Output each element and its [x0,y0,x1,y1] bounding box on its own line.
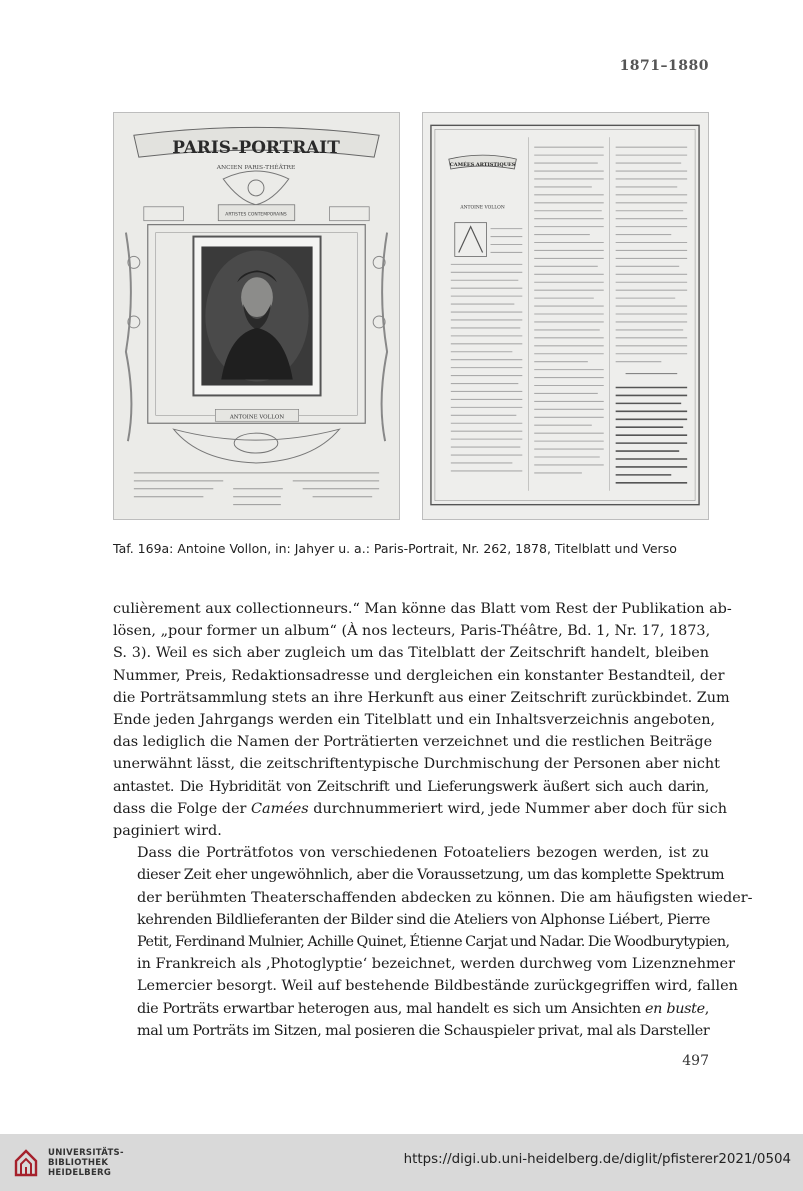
text-line: Dass die Porträtfotos von verschiedenen Fotoateliers bezogen werden, ist zu [137,845,709,862]
text-line: Petit, Ferdinand Mulnier, Achille Quinet, Étienne Carjat und Nadar. Die Woodburytypien, [137,934,730,951]
library-name-line: UNIVERSITÄTS- [48,1148,124,1158]
text-line: S. 3). Weil es sich aber zugleich um das Titelblatt der Zeitschrift handelt, bleiben [113,645,709,662]
text-line [113,998,709,1020]
text-run: , [704,1000,709,1017]
text-line: unerwähnt lässt, die zeitschriftentypische Durchmischung der Personen aber nicht [113,756,720,773]
text-line: dieser Zeit eher ungewöhnlich, aber die Voraussetzung, um das komplette Spektrum [137,867,725,884]
page-number: 497 [682,1053,709,1069]
verso-banner: CAMÉES ARTISTIQUES [449,162,516,169]
text-line: lösen, „pour former un album“ (À nos lecteurs, Paris-Théâtre, Bd. 1, Nr. 17, 1873, [113,623,711,640]
library-name-line: BIBLIOTHEK [48,1158,109,1168]
text-line: das lediglich die Namen der Porträtierten verzeichnet und die restlichen Beiträge [113,734,713,751]
plate-verso [422,112,709,520]
italic-term: Camées [251,800,309,817]
masthead-text: PARIS-PORTRAIT [172,137,340,158]
running-head: 1871–1880 [619,58,709,74]
text-run: durchnummeriert wird, jede Nummer aber doch für sich [308,800,727,817]
text-line: culièrement aux collectionneurs.“ Man könne das Blatt vom Rest der Publikation ab- [113,601,732,617]
text-line: paginiert wird. [113,823,222,840]
paragraph-1 [113,598,732,842]
text-line: Nummer, Preis, Redaktionsadresse und dergleichen ein konstanter Bestandteil, der [113,667,725,684]
figure-plates [113,112,709,520]
text-line: antastet. Die Hybridität von Zeitschrift und Lieferungswerk äußert sich auch darin, [113,778,709,795]
title-page-engraving [114,113,399,519]
text-line: die Porträtsammlung stets an ihre Herkunft aus einer Zeitschrift zurückbindet. Zum [113,689,730,706]
text-line: Lemercier besorgt. Weil auf bestehende Bildbestände zurückgegriffen wird, fallen [137,978,738,995]
italic-term: en buste [645,1000,705,1017]
text-line: mal um Porträts im Sitzen, mal posieren die Schauspieler privat, mal als Darsteller [137,1022,710,1039]
sitter-label: ANTOINE VOLLON [229,414,285,421]
text-line: in Frankreich als ‚Photoglyptie‘ bezeichnet, werden durchweg vom Lizenznehmer [137,956,736,973]
library-name-line: HEIDELBERG [48,1168,112,1178]
text-line [113,798,727,820]
permalink-url[interactable]: https://digi.ub.uni-heidelberg.de/diglit/pfisterer2021/0504 [403,1152,791,1167]
subtitle-text: ANCIEN PARIS-THÉÂTRE [216,164,296,172]
text-run: die Porträts erwartbar heterogen aus, mal handelt es sich um Ansichten [137,1000,645,1017]
library-name[interactable] [48,1148,124,1178]
text-run: dass die Folge der [113,800,251,817]
plate-title-page [113,112,400,520]
footer-bar [0,1134,803,1191]
verso-heading: ANTOINE VOLLON [460,205,505,211]
text-line: Ende jeden Jahrgangs werden ein Titelblatt und ein Inhaltsverzeichnis angeboten, [113,712,716,729]
paragraph-2 [113,842,753,1042]
library-logo-icon[interactable] [12,1147,40,1177]
badge-text: ARTISTES CONTEMPORAINS [225,212,287,218]
text-line: der berühmten Theaterschaffenden abdecken zu können. Die am häufigsten wieder- [137,889,753,906]
figure-caption: Taf. 169a: Antoine Vollon, in: Jahyer u. a.: Paris-Portrait, Nr. 262, 1878, Titelblatt und Verso [113,541,677,556]
text-line: kehrenden Bildlieferanten der Bilder sind die Ateliers von Alphonse Liébert, Pierre [137,911,711,928]
body-text [113,598,753,1042]
verso-text-page [423,113,708,519]
